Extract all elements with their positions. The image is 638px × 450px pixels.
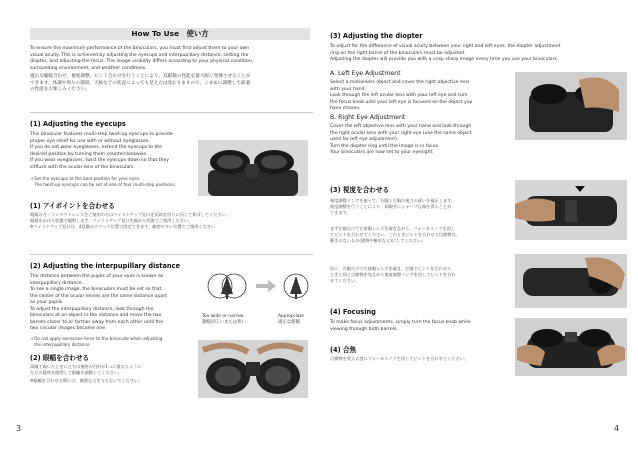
diopter-heading-ja: (3) 視度を合わせる xyxy=(330,186,390,194)
ipd-diagram xyxy=(198,268,313,328)
eyecups-heading-ja: (1) アイポイントを合わせる xyxy=(30,202,115,210)
divider xyxy=(30,112,313,113)
diopter-heading: (3) Adjusting the diopter xyxy=(330,32,423,40)
focusing-heading: (4) Focusing xyxy=(330,308,376,316)
intro-english: To ensure the maximum performance of the binoculars, you must first adjust them to your own visual acuity. This is achieved by adjusting the eyecups and interpupillary distance, setting the diopter, and adjusting the focus. The image visibility differs according to your physical condition, surrounding environment, and weather conditions. xyxy=(30,46,254,71)
focusing-photo xyxy=(515,318,627,376)
diopter-body-ja-1: 視度調整リングを使って、右眼と左眼の視力の違いを補正します。 視度調整を行うことにより、両眼共にシャープな像を得ることが できます。 xyxy=(330,198,456,215)
right-eye-photo xyxy=(515,180,627,240)
right-eye-subheading: B. Right Eye Adjustment xyxy=(330,114,406,121)
ipd-heading-ja: (2) 眼幅を合わせる xyxy=(30,354,90,362)
left-eye-subheading: A. Left Eye Adjustment xyxy=(330,70,401,77)
left-eye-photo xyxy=(515,72,627,140)
ipd-heading: (2) Adjusting the interpupillary distance xyxy=(30,262,180,270)
focusing-heading-ja: (4) 合焦 xyxy=(330,346,357,354)
ipd-photo xyxy=(198,340,308,398)
diopter-ring-photo xyxy=(515,254,627,308)
diopter-body-ja-2: まず左眼だけで左接眼レンズを覗きながら、フォーカスノブを回し てピントを合わせてください。このときピントを合わせる目標物は、 動きのないもの(建物や樹木など)にしてください。 xyxy=(330,226,460,243)
eyecups-heading: (1) Adjusting the eyecups xyxy=(30,120,126,128)
page-title: How To Use 使い方 xyxy=(30,28,310,40)
right-eye-body: Cover the left objective lens with your hand and look through the right ocular lens with your right eye (use the same object used for left eye adjustment). Turn the diopter ring until the image is in focus. Your binoculars are now set to your eyesight. xyxy=(330,124,472,155)
focusing-body: To make focus adjustments, simply turn the focus knob while viewing through both barrels. xyxy=(330,320,471,332)
ipd-body-ja: 両眼で覗いたときに左右の視野の円形が1つに重なるように 左右の鏡筒を開閉して眼幅を調節してください。 xyxy=(30,364,142,375)
caption-appropriate: Appropriate 適正な眼幅 xyxy=(278,314,304,325)
diopter-body-ja-3: 次に、右眼だけで右接眼レンズを覗き、左眼でピントを合わせた ときと同じ目標物を見ながら視度調整リングを回してピントを合わ せてください。 xyxy=(330,266,456,283)
focusing-body-ja: 目標物を変える度にフォーカスノブを回してピントを合わせてください。 xyxy=(330,356,468,361)
page-number-right: 4 xyxy=(614,424,620,433)
intro-japanese: 適正な瞳幅合わせ、視度調整、ピント合わせを行うことにより、双眼鏡の性能を最大限に発揮させることが できます。体調や周りの環境、天候などの状況によっても見え方は変わりますので、こまめに調整して最適 の性能をお楽しみください。 xyxy=(30,74,251,92)
eyecups-body: This binocular features multi-step twist-up eyecups to provide proper eye relief for use with or without eyeglasses. If you do not wear eyeglasses, extend the eyecups to the desired position by turning them counterclockwise. If you wear eyeglasses, twist the eyecups down so that they sitflush with the ocular lens of the binoculars. xyxy=(30,132,173,170)
eyecups-photo xyxy=(198,140,308,196)
eyecups-body-ja: 眼鏡の方・コンタクトレンズをご使用の方はツイストアップ見口を反時計回りに回して伸ばしてください。 眼鏡をかけた状態で観察します。ツイストアップ見口を縮めた状態でご使用ください。 ※ツイストアップ見口は、4段階のクリック位置で固定できます。観察やすい位置でご使用ください xyxy=(30,212,230,229)
caption-too-wide: Too wide or narrow 眼幅が広いまたは狭い xyxy=(202,314,246,325)
page-number-left: 3 xyxy=(16,424,22,433)
diopter-body: To adjust for the difference of visual acuity between your right and left eyes, the diopter adjustment ring on the right barrel of the binoculars must be adjusted. Adjusting the diopter will provide you with a crisp sharp image every time you use your binoculars. xyxy=(330,44,561,62)
divider xyxy=(30,254,313,255)
ipd-note-ja: ※眼幅を合わせる際には、無理な力を与えないでください。 xyxy=(30,378,143,383)
eyecups-note: ＊Set the eyecups at the best position for your eyes. The twist-up eyecups can be set at one of four multi-step positions. xyxy=(30,176,176,187)
left-eye-body: Select a motionless object and cover the right objective lens with your hand. Look through the left ocular lens with your left eye and turn the focus knob until your left eye is focused on the object you have chosen. xyxy=(330,80,473,111)
ipd-body: The distance between the pupils of your eyes is known as interpupillary distance. To see a single image, the binoculars must be set so that the center of the ocular lenses are the same distance apart as your pupils. To adjust the interpupillary distance, look through the binoculars at an object in the distance and move the two barrels closer to or farther away from each other until the two circular images become one. xyxy=(30,274,167,331)
ipd-note: ＊Do not apply excessive force to the binocular when adjusting the interpupillary distance. xyxy=(30,336,163,347)
